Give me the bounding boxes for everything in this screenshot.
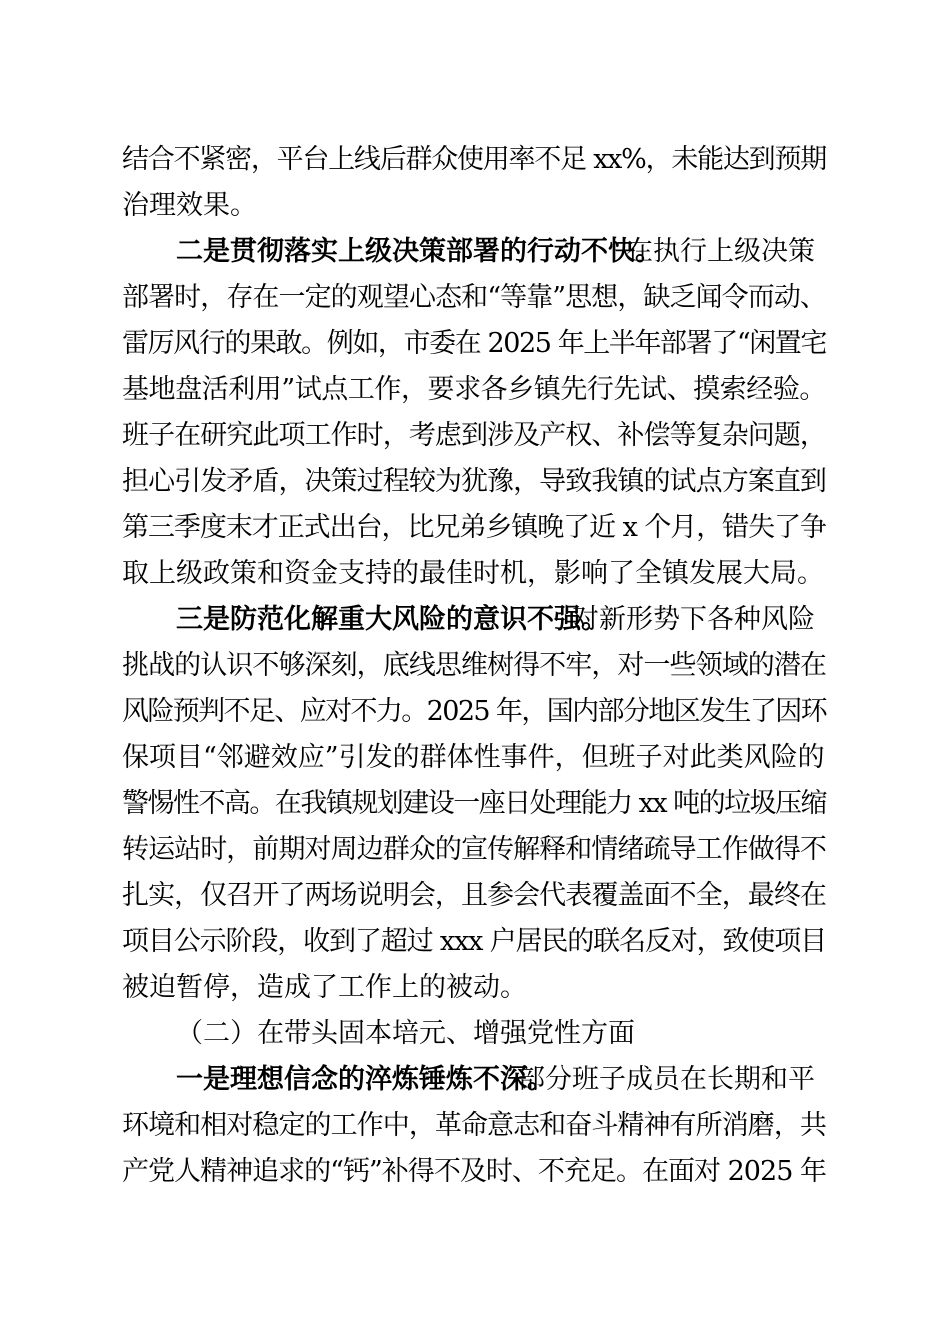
text-line: 雷厉风行的果敢。例如，市委在 2025 年上半年部署了“闲置宅 <box>122 328 826 359</box>
text-line: 取上级政策和资金支持的最佳时机，影响了全镇发展大局。 <box>122 558 824 589</box>
paragraph-4-line-3 <box>0 1154 950 1190</box>
paragraph-2-line-7 <box>0 510 950 546</box>
text-line: 警惕性不高。在我镇规划建设一座日处理能力 xx 吨的垃圾压缩 <box>122 788 826 819</box>
text-line: 被迫暂停，造成了工作上的被动。 <box>122 972 527 1003</box>
paragraph-1-line-1 <box>0 142 950 178</box>
paragraph-heading: 一是理想信念的淬炼锤炼不深。 <box>176 1064 554 1095</box>
paragraph-2-line-2 <box>0 280 950 316</box>
paragraph-heading: 三是防范化解重大风险的意识不强。 <box>176 604 608 635</box>
paragraph-3-line-1 <box>0 602 950 638</box>
paragraph-3-line-9 <box>0 970 950 1006</box>
text-line: 产党人精神追求的“钙”补得不及时、不充足。在面对 2025 年 <box>122 1156 826 1187</box>
paragraph-3-line-2 <box>0 648 950 684</box>
paragraph-2-line-5 <box>0 418 950 454</box>
paragraph-2-line-3 <box>0 326 950 362</box>
text-line: 对新形势下各种风险 <box>572 604 815 635</box>
text-line: 担心引发矛盾，决策过程较为犹豫，导致我镇的试点方案直到 <box>122 466 826 497</box>
text-line: 环境和相对稳定的工作中，革命意志和奋斗精神有所消磨，共 <box>122 1110 826 1141</box>
text-line: 治理效果。 <box>122 190 257 221</box>
section-heading-text: （二）在带头固本培元、增强党性方面 <box>176 1018 635 1049</box>
paragraph-3-line-7 <box>0 878 950 914</box>
text-line: 项目公示阶段，收到了超过 xxx 户居民的联名反对，致使项目 <box>122 926 826 957</box>
text-line: 在执行上级决策 <box>626 236 815 267</box>
text-line: 第三季度末才正式出台，比兄弟乡镇晚了近 x 个月，错失了争 <box>122 512 826 543</box>
text-line: 结合不紧密，平台上线后群众使用率不足 xx%，未能达到预期 <box>122 144 826 175</box>
paragraph-2-line-4 <box>0 372 950 408</box>
paragraph-1-line-2 <box>0 188 950 224</box>
paragraph-3-line-3 <box>0 694 950 730</box>
text-line: 转运站时，前期对周边群众的宣传解释和情绪疏导工作做得不 <box>122 834 826 865</box>
paragraph-2-line-1 <box>0 234 950 270</box>
text-line: 部署时，存在一定的观望心态和“等靠”思想，缺乏闻令而动、 <box>122 282 826 313</box>
text-line: 基地盘活利用”试点工作，要求各乡镇先行先试、摸索经验。 <box>122 374 826 405</box>
paragraph-3-line-5 <box>0 786 950 822</box>
section-heading <box>0 1016 950 1052</box>
paragraph-4-line-2 <box>0 1108 950 1144</box>
text-line: 风险预判不足、应对不力。2025 年，国内部分地区发生了因环 <box>122 696 826 727</box>
paragraph-4-line-1 <box>0 1062 950 1098</box>
paragraph-2-line-8 <box>0 556 950 592</box>
paragraph-3-line-6 <box>0 832 950 868</box>
text-line: 保项目“邻避效应”引发的群体性事件，但班子对此类风险的 <box>122 742 825 773</box>
paragraph-3-line-8 <box>0 924 950 960</box>
text-line: 挑战的认识不够深刻，底线思维树得不牢，对一些领域的潜在 <box>122 650 826 681</box>
text-line: 部分班子成员在长期和平 <box>518 1064 815 1095</box>
text-line: 班子在研究此项工作时，考虑到涉及产权、补偿等复杂问题， <box>122 420 826 451</box>
paragraph-3-line-4 <box>0 740 950 776</box>
paragraph-heading: 二是贯彻落实上级决策部署的行动不快。 <box>176 236 662 267</box>
paragraph-2-line-6 <box>0 464 950 500</box>
text-line: 扎实，仅召开了两场说明会，且参会代表覆盖面不全，最终在 <box>122 880 826 911</box>
